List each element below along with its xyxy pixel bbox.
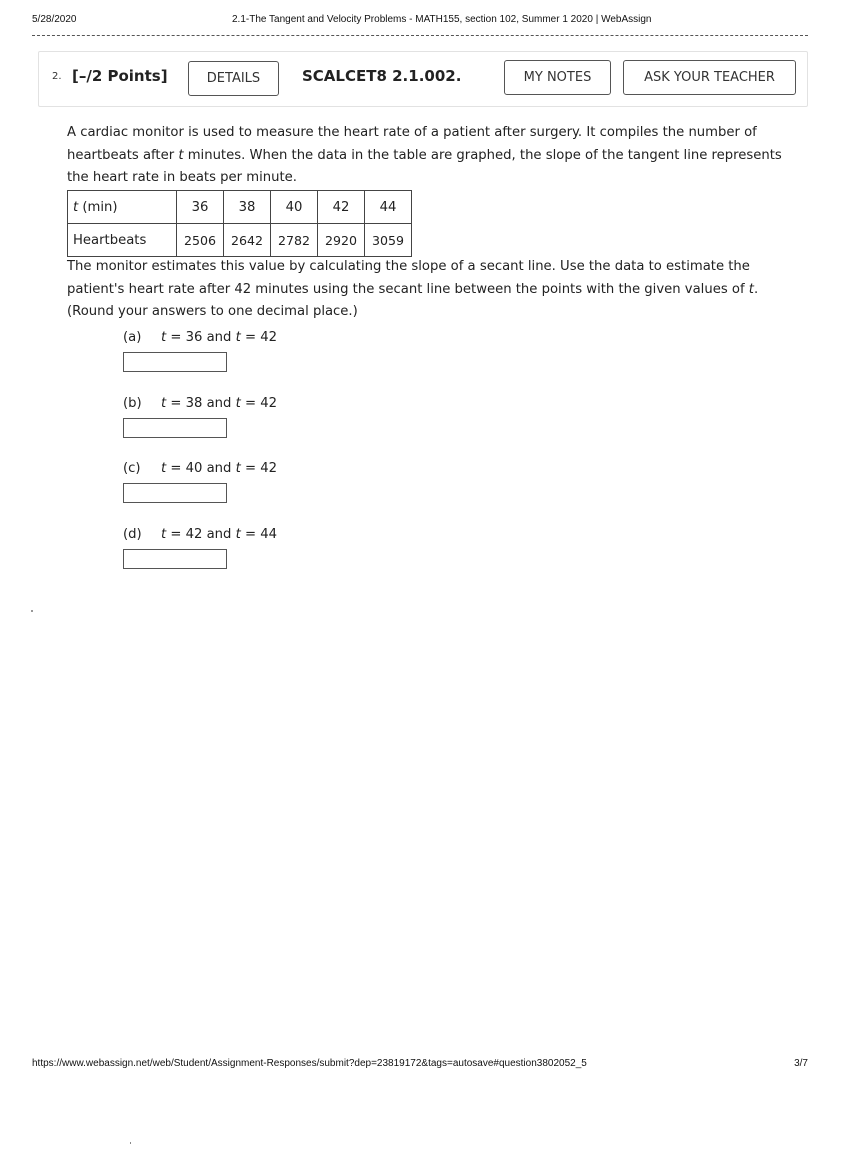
part-label: (a) [123, 330, 142, 345]
instructions-variable: t [748, 281, 754, 297]
print-header [32, 14, 808, 28]
equals-sign: = [166, 396, 186, 411]
part-b-prompt [123, 396, 277, 411]
problem-instructions [67, 256, 807, 324]
part-t1: 36 [185, 330, 203, 345]
equals-sign: = [166, 527, 186, 542]
question-code: SCALCET8 2.1.002. [302, 67, 462, 85]
table-cell: 40 [271, 191, 318, 224]
time-variable: t [73, 199, 79, 215]
part-variable: t [235, 396, 241, 411]
table-cell: 2642 [224, 224, 271, 257]
equals-sign: = [240, 396, 261, 411]
answer-input-a[interactable] [123, 352, 227, 372]
print-page-number: 3/7 [794, 1058, 808, 1069]
print-url: https://www.webassign.net/web/Student/Assignment-Responses/submit?dep=23819172&tags=autosave#question3802052_5 [32, 1058, 587, 1069]
question-points: [–/2 Points] [72, 67, 168, 85]
table-cell: 36 [177, 191, 224, 224]
table-row [68, 191, 412, 224]
equals-sign: = [240, 461, 261, 476]
part-t2: 42 [260, 330, 277, 345]
equals-sign: = [166, 330, 186, 345]
part-t2: 44 [260, 527, 277, 542]
part-t1: 38 [185, 396, 203, 411]
table-cell: 2920 [318, 224, 365, 257]
part-variable: t [161, 396, 167, 411]
heart-rate-table [67, 190, 412, 257]
table-cell: 42 [318, 191, 365, 224]
table-row [68, 224, 412, 257]
table-cell: 38 [224, 191, 271, 224]
table-cell: 2782 [271, 224, 318, 257]
intro-variable: t [178, 147, 184, 163]
print-date: 5/28/2020 [32, 14, 77, 25]
part-label: (c) [123, 461, 141, 476]
and-text: and [202, 396, 236, 411]
part-label: (d) [123, 527, 142, 542]
part-variable: t [161, 330, 167, 345]
and-text: and [202, 527, 236, 542]
and-text: and [202, 461, 236, 476]
print-title: 2.1-The Tangent and Velocity Problems - MATH155, section 102, Summer 1 2020 | WebAssign [232, 14, 652, 25]
table-row-header-time [68, 191, 177, 224]
table-cell: 2506 [177, 224, 224, 257]
part-c-prompt [123, 461, 277, 476]
answer-input-d[interactable] [123, 549, 227, 569]
table-row-header-heartbeats: Heartbeats [68, 224, 177, 257]
intro-text-2: minutes. When the data in the table are graphed, the slope of the tangent line represents the heart rate in beats per minute. [67, 147, 782, 185]
part-variable: t [235, 330, 241, 345]
details-button[interactable]: DETAILS [188, 61, 279, 96]
print-divider [32, 35, 808, 36]
problem-intro [67, 122, 807, 190]
my-notes-button[interactable]: MY NOTES [504, 60, 611, 95]
part-t2: 42 [260, 396, 277, 411]
equals-sign: = [240, 527, 261, 542]
time-unit: (min) [78, 199, 118, 215]
instructions-text-1: The monitor estimates this value by calculating the slope of a secant line. Use the data to estimate the patient's heart rate after 42 minutes using the secant line between the points with the given values of [67, 259, 750, 297]
part-label: (b) [123, 396, 142, 411]
scan-speck [130, 1142, 131, 1144]
part-t1: 40 [185, 461, 203, 476]
table-cell: 44 [365, 191, 412, 224]
part-variable: t [161, 527, 167, 542]
ask-your-teacher-button[interactable]: ASK YOUR TEACHER [623, 60, 796, 95]
answer-input-c[interactable] [123, 483, 227, 503]
part-t2: 42 [260, 461, 277, 476]
instructions-text-2: . (Round your answers to one decimal place.) [67, 281, 759, 319]
part-t1: 42 [185, 527, 203, 542]
question-header [38, 51, 808, 107]
and-text: and [202, 330, 236, 345]
scan-speck [31, 610, 33, 612]
answer-input-b[interactable] [123, 418, 227, 438]
part-d-prompt [123, 527, 277, 542]
intro-text-1: A cardiac monitor is used to measure the heart rate of a patient after surgery. It compiles the number of heartbeats after [67, 125, 757, 163]
part-variable: t [161, 461, 167, 476]
equals-sign: = [166, 461, 186, 476]
part-variable: t [235, 461, 241, 476]
table-cell: 3059 [365, 224, 412, 257]
question-number: 2. [52, 71, 62, 82]
equals-sign: = [240, 330, 261, 345]
part-a-prompt [123, 330, 277, 345]
part-variable: t [235, 527, 241, 542]
